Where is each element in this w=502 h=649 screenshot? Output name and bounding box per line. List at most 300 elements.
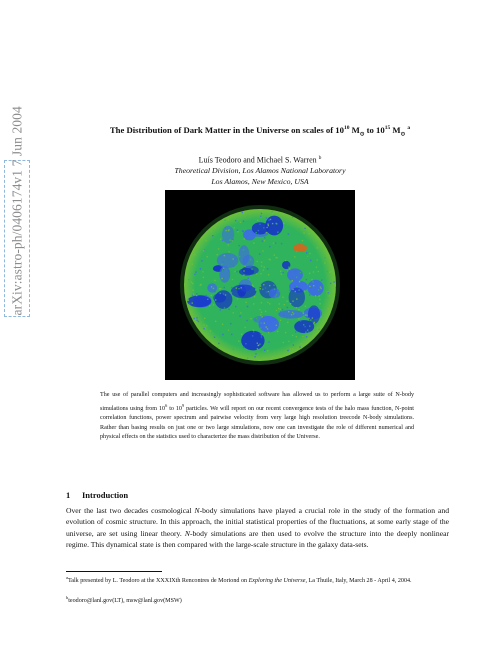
particle-dot [239,213,240,214]
footnote-b [66,594,449,606]
particle-dot [288,341,289,342]
particle-dot [233,312,234,313]
particle-dot [268,291,269,292]
particle-dot [309,287,310,288]
particle-dot [238,288,239,289]
particle-dot [267,268,268,269]
particle-dot [259,296,260,297]
particle-dot [257,234,258,235]
particle-dot [192,290,193,291]
particle-dot [286,317,287,318]
particle-dot [294,318,295,319]
particle-dot [239,315,240,316]
particle-dot [259,309,260,310]
body-text-2: -body simulations have played a crucial role in the study of the formation and evolution of cosmic structure. In this approach, the initial statistical properties of the fluctuations, at some early stage of the universe, are set using linear theory. [66,506,449,538]
particle-dot [247,306,248,307]
particle-dot [194,274,195,275]
particle-dot [254,356,255,357]
particle-dot [288,311,289,312]
particle-dot [294,256,295,257]
particle-dot [252,285,253,286]
particle-dot [302,336,303,337]
particle-dot [209,286,210,287]
void-blob [231,285,257,299]
particle-dot [310,260,311,261]
particle-dot [290,348,291,349]
particle-dot [268,274,269,275]
particle-dot [243,270,244,271]
particle-dot [259,224,260,225]
particle-dot [280,271,281,272]
particle-dot [204,277,205,278]
particle-dot [295,270,296,271]
particle-dot [259,253,260,254]
particle-dot [260,216,261,217]
particle-dot [268,225,269,226]
void-blob [215,290,233,309]
particle-dot [196,317,197,318]
section-heading [66,490,128,500]
particle-dot [318,289,319,290]
particle-dot [324,262,325,263]
particle-dot [256,232,257,233]
particle-dot [255,323,256,324]
paper-title [60,125,460,138]
particle-dot [246,236,247,237]
particle-dot [261,213,262,214]
particle-dot [185,281,186,282]
particle-dot [298,289,299,290]
void-blob [243,255,255,268]
particle-dot [326,280,327,281]
particle-dot [306,279,307,280]
particle-dot [258,230,259,231]
particle-dot [221,264,222,265]
particle-dot [263,269,264,270]
particle-dot [228,229,229,230]
particle-dot [282,309,283,310]
title-footnote-mark: a [407,125,411,132]
void-blob [217,253,239,268]
particle-dot [302,240,303,241]
particle-dot [309,273,310,274]
particle-dot [267,251,268,252]
particle-dot [240,312,241,313]
particle-dot [280,311,281,312]
particle-dot [217,254,218,255]
particle-dot [226,230,227,231]
particle-dot [308,331,309,332]
particle-dot [313,323,314,324]
particle-dot [256,318,257,319]
particle-dot [264,267,265,268]
particle-dot [333,281,334,282]
particle-dot [276,294,277,295]
particle-dot [187,300,188,301]
particle-dot [272,290,273,291]
particle-dot [260,288,261,289]
particle-dot [265,311,266,312]
particle-dot [186,274,187,275]
particle-dot [309,253,310,254]
particle-dot [255,289,256,290]
title-middle: to 10 [364,125,385,135]
particle-dot [290,303,291,304]
particle-dot [279,303,280,304]
abstract-part-3: particles. We will report on our recent convergence tests of the halo mass function, N-point correlation functions, power spectrum and pairwise velocity from very large high resolution treecode N-body simulations. Rather than basing results on just one or two large simulations, now one can investigate the role of different numerical and physical effects on the statistics used to characterize the mass distribution of the Universe. [100,405,414,441]
particle-dot [253,331,254,332]
particle-dot [222,240,223,241]
particle-dot [232,227,233,228]
particle-dot [309,294,310,295]
particle-dot [300,343,301,344]
particle-dot [298,309,299,310]
particle-dot [239,284,240,285]
particle-dot [260,314,261,315]
particle-dot [266,217,267,218]
particle-dot [273,279,274,280]
particle-dot [230,272,231,273]
particle-dot [311,279,312,280]
abstract [100,391,414,443]
footnote-a-mark: a [66,575,68,580]
particle-dot [202,271,203,272]
particle-dot [232,279,233,280]
particle-dot [204,318,205,319]
particle-dot [290,279,291,280]
particle-dot [239,245,240,246]
particle-dot [296,307,297,308]
particle-dot [257,220,258,221]
particle-dot [299,281,300,282]
particle-dot [235,306,236,307]
particle-dot [318,329,319,330]
particle-dot [260,285,261,286]
affiliation-line-2: Los Alamos, New Mexico, USA [211,177,309,186]
particle-dot [252,335,253,336]
particle-dot [277,331,278,332]
particle-dot [264,237,265,238]
particle-dot [280,309,281,310]
particle-dot [267,328,268,329]
particle-dot [194,254,195,255]
footnote-a [66,574,449,586]
particle-dot [255,353,256,354]
affiliation-line-1: Theoretical Division, Los Alamos National Laboratory [174,166,346,175]
particle-dot [196,320,197,321]
particle-dot [286,301,287,302]
particle-dot [307,330,308,331]
particle-dot [244,327,245,328]
particle-dot [200,268,201,269]
body-n-2: N [184,528,190,538]
particle-dot [261,336,262,337]
particle-dot [303,324,304,325]
particle-dot [224,220,225,221]
particle-dot [296,336,297,337]
particle-dot [288,270,289,271]
particle-dot [330,271,331,272]
abstract-exponent-2: 9 [181,402,185,408]
particle-dot [300,320,301,321]
particle-dot [192,264,193,265]
particle-dot [288,267,289,268]
particle-dot [237,231,238,232]
particle-dot [330,283,331,284]
particle-dot [188,309,189,310]
particle-dot [313,250,314,251]
particle-dot [284,304,285,305]
particle-dot [275,297,276,298]
particle-dot [262,316,263,317]
void-blob [253,316,275,324]
particle-dot [272,357,273,358]
footnote-a-italic: Exploring the Universe [248,578,306,585]
particle-dot [269,303,270,304]
particle-dot [242,212,243,213]
particle-dot [191,282,192,283]
particle-dot [247,320,248,321]
particle-dot [210,330,211,331]
particle-dot [258,345,259,346]
particle-dot [296,298,297,299]
particle-dot [277,232,278,233]
particle-dot [223,268,224,269]
particle-dot [228,219,229,220]
particle-dot [280,320,281,321]
particle-dot [279,291,280,292]
particle-dot [303,265,304,266]
particle-dot [242,230,243,231]
particle-dot [264,312,265,313]
particle-dot [304,326,305,327]
particle-dot [320,286,321,287]
particle-dot [222,334,223,335]
particle-dot [236,271,237,272]
particle-dot [213,343,214,344]
particle-dot [292,301,293,302]
particle-dot [295,273,296,274]
particle-dot [299,346,300,347]
particle-dot [308,318,309,319]
particle-dot [283,272,284,273]
particle-dot [276,257,277,258]
particle-dot [281,232,282,233]
particle-dot [233,266,234,267]
particle-dot [282,281,283,282]
particle-dot [245,343,246,344]
particle-dot [275,242,276,243]
particle-dot [263,359,264,360]
particle-dot [310,319,311,320]
particle-dot [235,258,236,259]
particle-dot [266,326,267,327]
particle-dot [261,302,262,303]
particle-dot [326,271,327,272]
particle-dot [287,350,288,351]
particle-dot [228,244,229,245]
particle-dot [283,345,284,346]
particle-dot [309,325,310,326]
title-sun-2: ⊙ [400,131,406,138]
particle-dot [296,219,297,220]
body-text-1: Over the last two decades cosmological [66,506,195,515]
particle-dot [274,254,275,255]
particle-dot [203,277,204,278]
section-number: 1 [66,490,71,500]
particle-dot [238,222,239,223]
particle-dot [276,325,277,326]
particle-dot [317,247,318,248]
arxiv-side-label [4,106,30,317]
particle-dot [296,277,297,278]
particle-dot [303,232,304,233]
particle-dot [230,240,231,241]
particle-dot [253,330,254,331]
footnote-b-text: teodoro@lanl.gov(LT), msw@lanl.gov(MSW) [68,598,182,605]
particle-dot [205,327,206,328]
particle-dot [272,211,273,212]
simulation-image [165,190,355,380]
particle-dot [237,298,238,299]
particle-dot [305,306,306,307]
particle-dot [214,337,215,338]
particle-dot [241,287,242,288]
particle-dot [291,314,292,315]
particle-dot [283,314,284,315]
particle-dot [269,285,270,286]
void-blob [187,295,211,307]
particle-dot [320,259,321,260]
particle-dot [319,303,320,304]
body-text-3: -body simulations are then used to evolve the structure into the deeply nonlinear regime. This dynamical state is then compared with the large-scale structure in the galaxy data-sets. [66,528,449,550]
particle-dot [273,285,274,286]
particle-dot [292,289,293,290]
particle-dot [257,343,258,344]
particle-dot [266,227,267,228]
particle-dot [196,295,197,296]
footnote-b-mark: b [66,595,69,600]
particle-dot [224,255,225,256]
particle-dot [263,284,264,285]
particle-dot [243,347,244,348]
particle-dot [261,312,262,313]
particle-dot [269,259,270,260]
title-exponent-2: 15 [384,125,391,132]
particle-dot [233,349,234,350]
particle-dot [202,287,203,288]
particle-dot [243,249,244,250]
particle-dot [305,314,306,315]
particle-dot [309,286,310,287]
dense-cluster-region [293,244,307,252]
title-sun-1: ⊙ [359,131,365,138]
particle-dot [272,213,273,214]
particle-dot [270,242,271,243]
author-names: Luís Teodoro and Michael S. Warren [198,155,317,165]
particle-dot [275,223,276,224]
particle-dot [261,322,262,323]
particle-dot [292,280,293,281]
particle-dot [287,307,288,308]
particle-dot [304,290,305,291]
particle-dot [306,252,307,253]
particle-dot [214,291,215,292]
particle-dot [244,266,245,267]
particle-dot [316,237,317,238]
particle-dot [316,267,317,268]
particle-dot [321,279,322,280]
particle-dot [222,261,223,262]
title-unit-2: M [390,125,401,135]
particle-dot [257,261,258,262]
particle-dot [309,300,310,301]
title-exponent-1: 10 [343,125,350,132]
particle-dot [253,286,254,287]
particle-dot [268,342,269,343]
particle-dot [212,235,213,236]
particle-dot [214,280,215,281]
particle-dot [206,274,207,275]
particle-dot [250,318,251,319]
particle-dot [293,344,294,345]
abstract-exponent-1: 6 [165,402,168,408]
particle-dot [327,292,328,293]
particle-dot [313,271,314,272]
footnote-a-tail: , La Thuile, Italy, March 28 - April 4, 2004. [305,578,412,585]
particle-dot [243,275,244,276]
particle-dot [193,294,194,295]
particle-dot [312,317,313,318]
particle-dot [313,285,314,286]
particle-dot [292,335,293,336]
void-blob [219,266,230,283]
particle-dot [315,324,316,325]
particle-dot [247,357,248,358]
particle-dot [308,339,309,340]
particle-dot [254,314,255,315]
particle-dot [267,350,268,351]
title-lead: The Distribution of Dark Matter in the Universe on scales of 10 [109,125,344,135]
particle-dot [235,220,236,221]
simulation-density-map [165,190,355,380]
particle-dot [239,256,240,257]
particle-dot [224,307,225,308]
particle-dot [264,323,265,324]
particle-dot [305,332,306,333]
particle-dot [302,317,303,318]
particle-dot [278,211,279,212]
particle-dot [228,270,229,271]
particle-dot [211,282,212,283]
particle-dot [223,293,224,294]
particle-dot [318,295,319,296]
particle-dot [254,296,255,297]
particle-dot [298,318,299,319]
particle-dot [319,299,320,300]
particle-dot [206,325,207,326]
particle-dot [283,342,284,343]
particle-dot [205,240,206,241]
particle-dot [265,287,266,288]
particle-dot [256,275,257,276]
particle-dot [269,246,270,247]
particle-dot [230,323,231,324]
particle-dot [306,315,307,316]
particle-dot [290,317,291,318]
arxiv-identifier: arXiv:astro-ph/0406174v1 7 Jun 2004 [9,106,25,316]
particle-dot [228,309,229,310]
